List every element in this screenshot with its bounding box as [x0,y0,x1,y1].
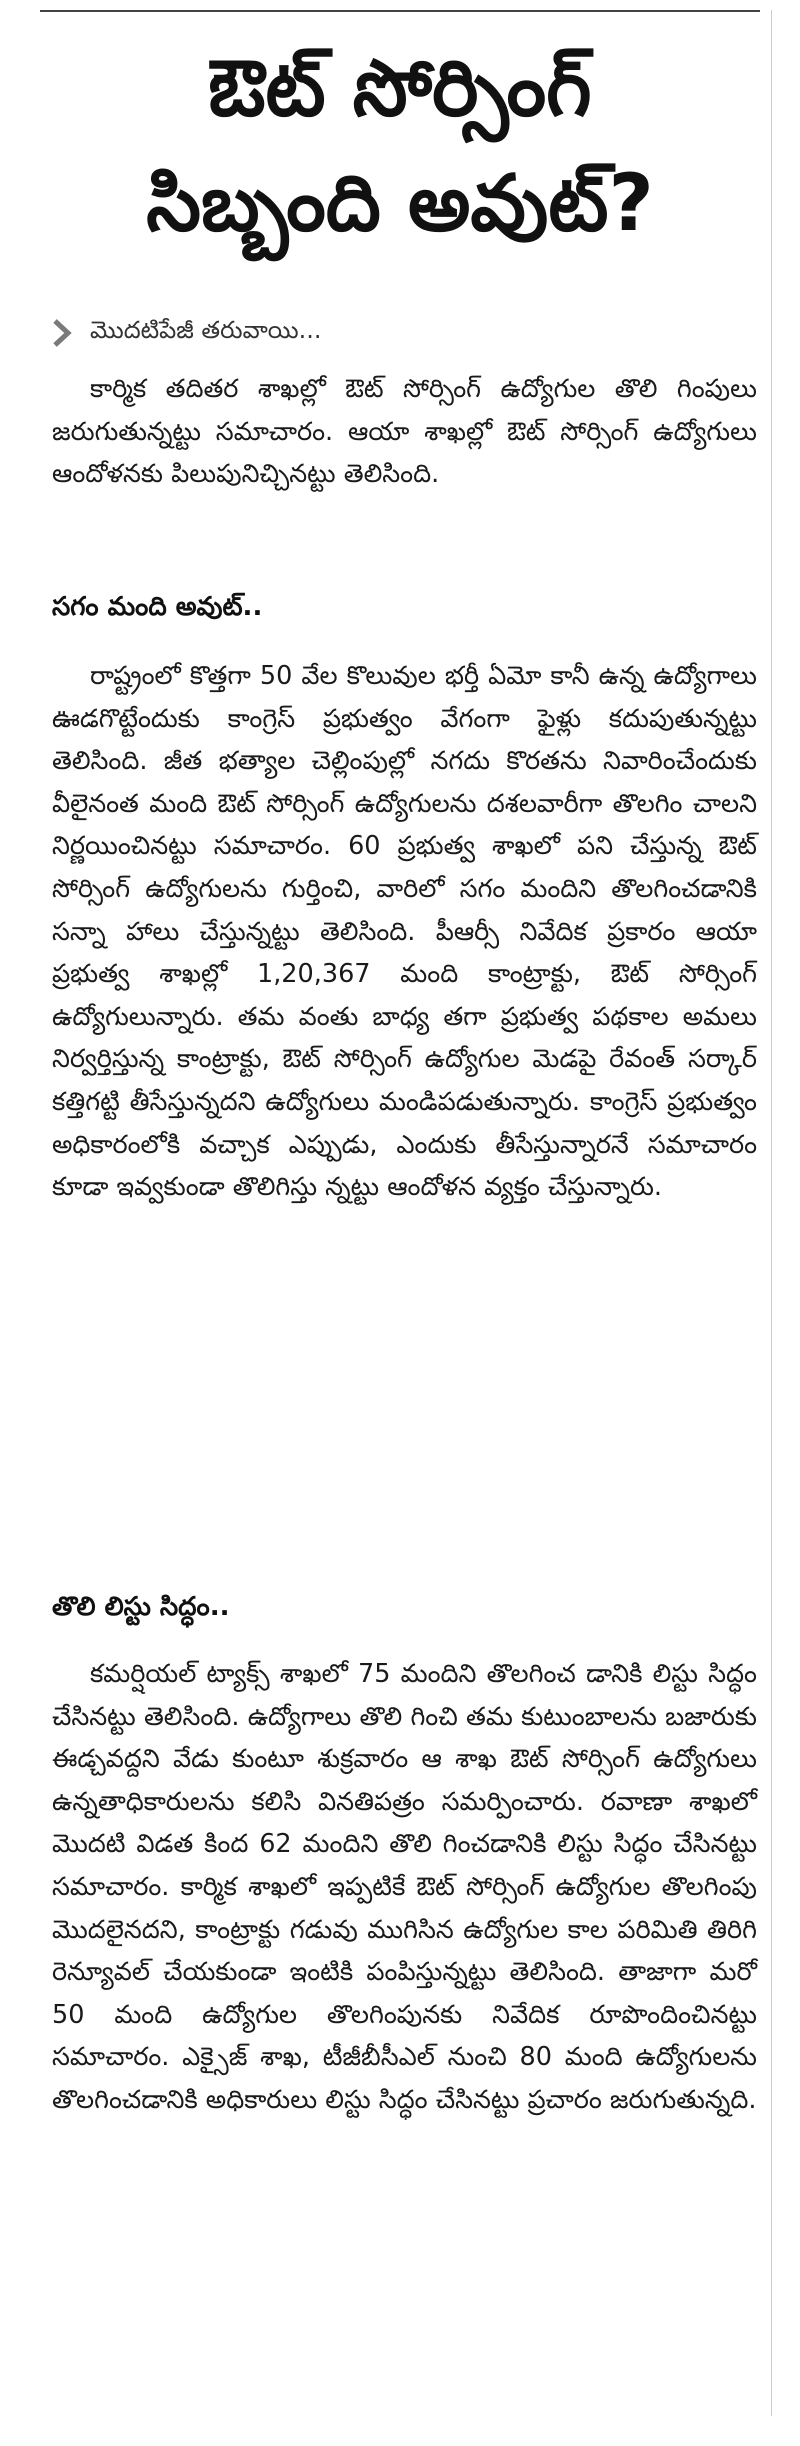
top-divider [40,10,760,12]
paragraph-half-out: రాష్ట్రంలో కొత్తగా 50 వేల కొలువుల భర్తీ ఏమో కానీ ఉన్న ఉద్యోగాలు ఊడగొట్టేందుకు కాంగ్రెస్ ప్రభుత్వం వేగంగా ఫైళ్లు కదుపుతున్నట్టు తెలిసింది. జీత భత్యాల చెల్లింపుల్లో నగదు కొరతను నివారించేందుకు వీలైనంత మంది ఔట్ సోర్సింగ్ ఉద్యోగులను దశలవారీగా తొలగిం చాలని నిర్ణయించినట్టు సమాచారం. 60 ప్రభుత్వ శాఖలో పని చేస్తున్న ఔట్ సోర్సింగ్ ఉద్యోగులను గుర్తించి, వారిలో సగం మందిని తొలగించడానికి సన్నా హాలు చేస్తున్నట్టు తెలిసింది. పీఆర్సీ నివేదిక ప్రకారం ఆయా ప్రభుత్వ శాఖల్లో 1,20,367 మంది కాంట్రాక్టు, ఔట్ సోర్సింగ్ ఉద్యోగులున్నారు. తమ వంతు బాధ్య తగా ప్రభుత్వ పథకాల అమలు నిర్వర్తిస్తున్న కాంట్రాక్టు, ఔట్ సోర్సింగ్ ఉద్యోగుల మెడపై రేవంత్ సర్కార్ కత్తిగట్టి తీసేస్తున్నదని ఉద్యోగులు మండిపడుతున్నారు. కాంగ్రెస్ ప్రభుత్వం అధికారంలోకి వచ్చాక ఎప్పుడు, ఎందుకు తీసేస్తున్నారనే సమాచారం కూడా ఇవ్వకుండా తొలిగిస్తు న్నట్టు ఆందోళన వ్యక్తం చేస్తున్నారు. [52,661,757,1203]
paragraph-first-list: కమర్షియల్ ట్యాక్స్ శాఖలో 75 మందిని తొలగించ డానికి లిస్టు సిద్ధం చేసినట్టు తెలిసింది. ఉద్యోగాలు తొలి గించి తమ కుటుంబాలను బజారుకు ఈడ్చవద్దని వేడు కుంటూ శుక్రవారం ఆ శాఖ ఔట్ సోర్సింగ్ ఉద్యోగులు ఉన్నతాధికారులను కలిసి వినతిపత్రం సమర్పించారు. రవాణా శాఖలో మొదటి విడత కింద 62 మందిని తొలి గించడానికి లిస్టు సిద్ధం చేసినట్టు సమాచారం. కార్మిక శాఖలో ఇప్పటికే ఔట్ సోర్సింగ్ ఉద్యోగుల తొలగింపు మొదలైనదని, కాంట్రాక్టు గడువు ముగిసిన ఉద్యోగుల కాల పరిమితి తిరిగి రెన్యూవల్ చేయకుండా ఇంటికి పంపిస్తున్నట్టు తెలిసింది. తాజాగా మరో 50 మంది ఉద్యోగుల తొలగింపునకు నివేదిక రూపొందించినట్టు సమాచారం. ఎక్సైజ్ శాఖ, టీజీబీసీఎల్ నుంచి 80 మంది ఉద్యోగులను తొలగించడానికి అధికారులు లిస్టు సిద్ధం చేసినట్టు ప్రచారం జరుగుతున్నది. [52,1659,757,2115]
continued-from-front-page [52,316,322,350]
paragraph-intro: కార్మిక తదితర శాఖల్లో ఔట్ సోర్సింగ్ ఉద్యోగుల తొలి గింపులు జరుగుతున్నట్టు సమాచారం. ఆయా శాఖల్లో ఔట్ సోర్సింగ్ ఉద్యోగులు ఆందోళనకు పిలుపునిచ్చినట్టు తెలిసింది. [52,374,757,490]
headline-line-2: సిబ్బంది అవుట్? [146,159,654,249]
column-divider [771,10,772,2416]
subheading-first-list: తొలి లిస్టు సిద్ధం.. [52,1592,230,1622]
continued-label: మొదటిపేజీ తరువాయి... [90,316,322,344]
headline-line-1: ఔట్ సోర్సింగ్ [208,44,592,134]
chevron-right-icon [52,318,72,348]
subheading-half-out: సగం మంది అవుట్.. [52,592,263,622]
